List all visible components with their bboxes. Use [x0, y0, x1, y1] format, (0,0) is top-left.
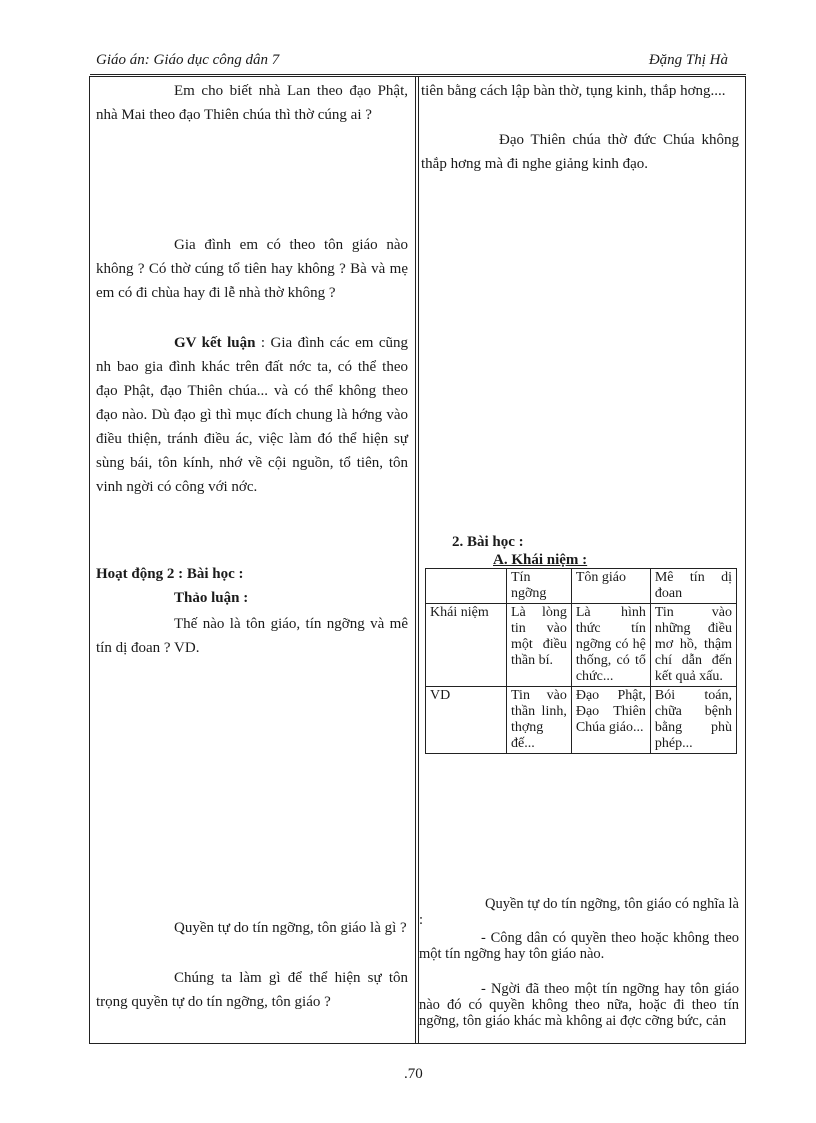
right-answer-buddhism: tiên bằng cách lập bàn thờ, tụng kinh, thắp hơng.... [421, 83, 726, 99]
table-cell: Mê tín dị đoan [650, 569, 736, 604]
concept-table [425, 568, 737, 754]
left-question-religion: Em cho biết nhà Lan theo đạo Phật, nhà Mai theo đạo Thiên chúa thì thờ cúng ai ? [96, 83, 408, 123]
table-cell: Tôn giáo [571, 569, 650, 604]
header-author: Đặng Thị Hà [648, 52, 728, 68]
right-freedom-point-2: - Ngời đã theo một tín ngỡng hay tôn giáo nào đó có quyền không theo nữa, hoặc đi theo tín ngỡng, tôn giáo khác mà không ai đợc cỡng bức, cản [419, 981, 739, 1029]
table-cell: Là lòng tin vào một điều thần bí. [507, 604, 572, 687]
lesson-heading: 2. Bài học : [452, 534, 524, 550]
table-cell: Khái niệm [426, 604, 507, 687]
table-cell: Bói toán, chữa bệnh bằng phù phép... [650, 687, 736, 754]
table-row [426, 604, 737, 687]
table-cell: Tín ngỡng [507, 569, 572, 604]
right-freedom-point-1: - Công dân có quyền theo hoặc không theo một tín ngỡng hay tôn giáo nào. [419, 930, 739, 962]
conclusion-label: GV kết luận [174, 335, 256, 351]
conclusion-text: : Gia đình các em cũng nh bao gia đình khác trên đất nớc ta, có thể theo đạo Phật, đạo Thiên chúa... và có thể không theo đạo nào. Dù đạo gì thì mục đích chung là hớng vào điều thiện, tránh điều ác, việc làm đó thể hiện sự sùng bái, tôn kính, nhớ về cội nguồn, tổ tiên, tôn vinh ngời có công với nớc. [96, 335, 409, 495]
left-question-definition: Thế nào là tôn giáo, tín ngỡng và mê tín dị đoan ? VD. [96, 616, 408, 656]
table-header-row [426, 569, 737, 604]
column-divider [415, 76, 416, 1044]
page-number: .70 [404, 1066, 423, 1082]
left-question-family: Gia đình em có theo tôn giáo nào không ? Có thờ cúng tổ tiên hay không ? Bà và mẹ em có đi chùa hay đi lễ nhà thờ không ? [96, 237, 408, 301]
table-row [426, 687, 737, 754]
header-rule [90, 74, 746, 75]
table-cell: VD [426, 687, 507, 754]
left-teacher-conclusion [96, 331, 408, 499]
header-course-title: Giáo án: Giáo dục công dân 7 [96, 52, 280, 68]
right-freedom-definition: Quyền tự do tín ngỡng, tôn giáo có nghĩa là : [419, 896, 739, 928]
discussion-heading: Thảo luận : [174, 590, 249, 606]
right-answer-catholic: Đạo Thiên chúa thờ đức Chúa không thắp hơng mà đi nghe giảng kinh đạo. [421, 132, 739, 172]
activity-heading: Hoạt động 2 : Bài học : [96, 566, 244, 582]
table-cell: Tin vào thần linh, thợng đế... [507, 687, 572, 754]
table-cell: Tin vào những điều mơ hồ, thậm chí dẫn đến kết quả xấu. [650, 604, 736, 687]
table-cell: Đạo Phật, Đạo Thiên Chúa giáo... [571, 687, 650, 754]
concept-heading: A. Khái niệm : [493, 552, 588, 568]
left-question-freedom: Quyền tự do tín ngỡng, tôn giáo là gì ? [174, 920, 407, 936]
table-cell [426, 569, 507, 604]
left-question-respect: Chúng ta làm gì để thể hiện sự tôn trọng quyền tự do tín ngỡng, tôn giáo ? [96, 970, 408, 1010]
table-cell: Là hình thức tín ngỡng có hệ thống, có tổ chức... [571, 604, 650, 687]
